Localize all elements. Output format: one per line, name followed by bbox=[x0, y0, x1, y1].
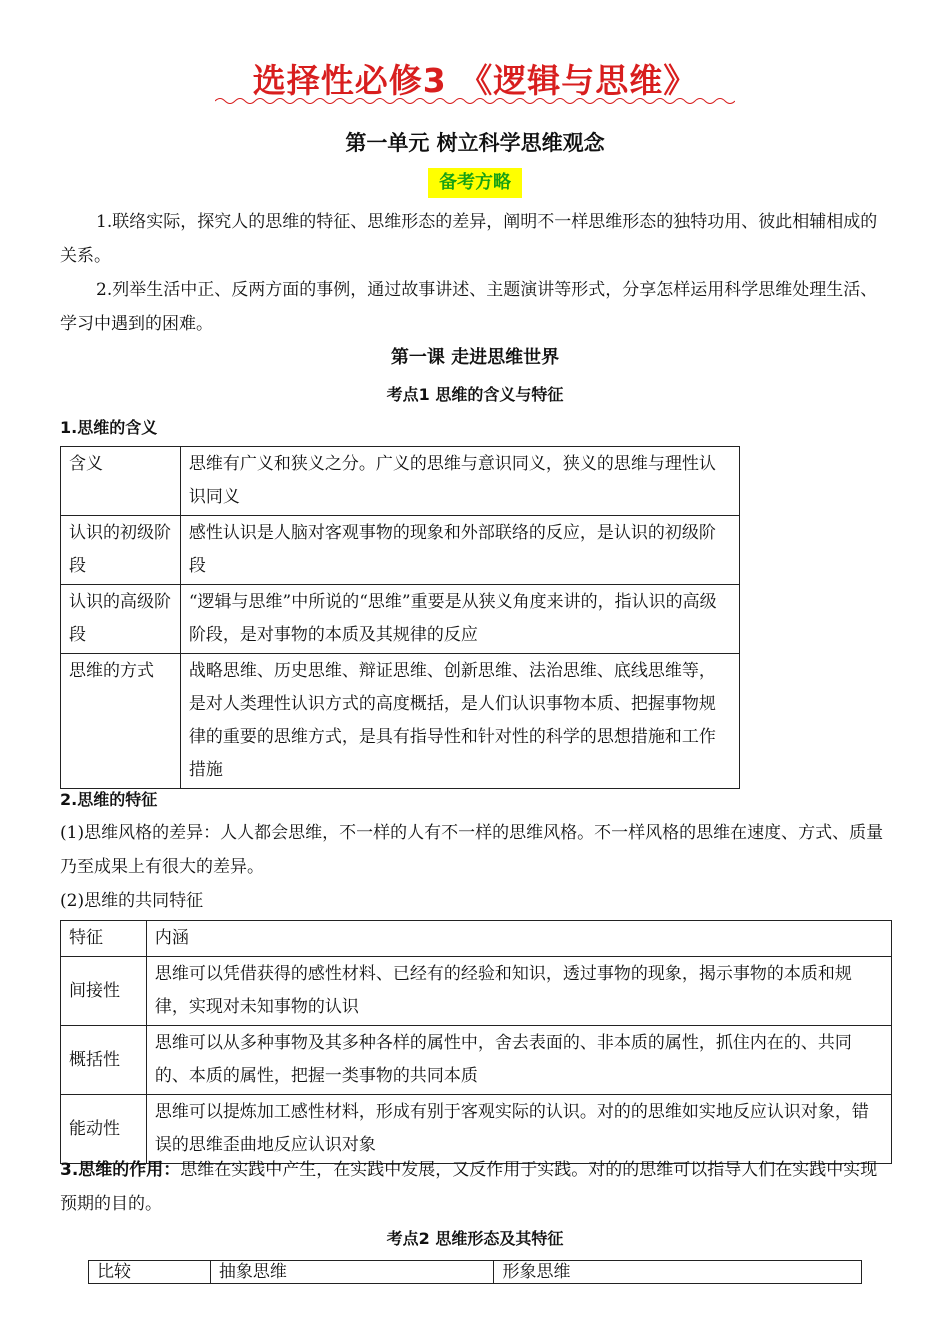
thinking-style-text: (1)思维风格的差异：人人都会思维，不一样的人有不一样的思维风格。不一样风格的思维在速度、方式、质量乃至成果上有很大的差异。 bbox=[60, 823, 884, 877]
prep-item-1: 1.联络实际，探究人的思维的特征、思维形态的差异，阐明不一样思维形态的独特功用、彼此相辅相成的关系。 bbox=[60, 212, 878, 266]
table-row bbox=[61, 957, 892, 1026]
table-cell-desc: “逻辑与思维”中所说的“思维”重要是从狭义角度来讲的，指认识的高级阶段，是对事物的本质及其规律的反应 bbox=[180, 585, 739, 654]
table-header-row bbox=[89, 1261, 862, 1284]
section3-heading: 3.思维的作用： bbox=[60, 1160, 181, 1180]
header-cell-imagery: 形象思维 bbox=[494, 1261, 862, 1284]
table-cell-desc: 战略思维、历史思维、辩证思维、创新思维、法治思维、底线思维等，是对人类理性认识方式的高度概括，是人们认识事物本质、把握事物规律的重要的思维方式，是具有指导性和针对性的科学的思想措施和工作措施 bbox=[180, 654, 739, 789]
table-cell-desc: 思维有广义和狭义之分。广义的思维与意识同义，狭义的思维与理性认识同义 bbox=[180, 447, 739, 516]
point1-title: 考点1 思维的含义与特征 bbox=[386, 385, 564, 404]
section1-heading: 1.思维的含义 bbox=[60, 418, 158, 437]
point2-title: 考点2 思维形态及其特征 bbox=[386, 1229, 564, 1248]
title-wavy-underline bbox=[215, 96, 735, 106]
unit-title: 第一单元 树立科学思维观念 bbox=[345, 131, 605, 155]
table-cell-term: 间接性 bbox=[61, 957, 147, 1026]
table-cell-term: 认识的初级阶段 bbox=[61, 516, 181, 585]
header-cell-abstract: 抽象思维 bbox=[210, 1261, 494, 1284]
table-row bbox=[61, 654, 740, 789]
document-title: 选择性必修3 《逻辑与思维》 bbox=[252, 61, 698, 100]
table-cell-term: 概括性 bbox=[61, 1026, 147, 1095]
section2-heading: 2.思维的特征 bbox=[60, 790, 158, 809]
common-features-label: (2)思维的共同特征 bbox=[60, 891, 204, 911]
header-cell-content: 内涵 bbox=[146, 921, 891, 957]
section3-text: 思维在实践中产生，在实践中发展，又反作用于实践。对的的思维可以指导人们在实践中实现预期的目的。 bbox=[60, 1160, 878, 1214]
table-cell-term: 思维的方式 bbox=[61, 654, 181, 789]
header-cell-feature: 特征 bbox=[61, 921, 147, 957]
table-row bbox=[61, 516, 740, 585]
table-cell-desc: 思维可以凭借获得的感性材料、已经有的经验和知识，透过事物的现象，揭示事物的本质和规律，实现对未知事物的认识 bbox=[146, 957, 891, 1026]
table-row bbox=[61, 585, 740, 654]
table-row bbox=[61, 447, 740, 516]
table-cell-term: 认识的高级阶段 bbox=[61, 585, 181, 654]
forms-compare-table bbox=[88, 1260, 862, 1284]
header-cell-compare: 比较 bbox=[89, 1261, 211, 1284]
lesson-title: 第一课 走进思维世界 bbox=[390, 347, 560, 368]
table-cell-desc: 思维可以提炼加工感性材料，形成有别于客观实际的认识。对的的思维如实地反应认识对象，错误的思维歪曲地反应认识对象 bbox=[146, 1095, 891, 1164]
table-header-row bbox=[61, 921, 892, 957]
table-cell-desc: 思维可以从多种事物及其多种各样的属性中，舍去表面的、非本质的属性，抓住内在的、共同的、本质的属性，把握一类事物的共同本质 bbox=[146, 1026, 891, 1095]
section3-paragraph bbox=[60, 1153, 892, 1221]
table-cell-term: 能动性 bbox=[61, 1095, 147, 1164]
meaning-table bbox=[60, 446, 740, 789]
prep-label: 备考方略 bbox=[428, 168, 522, 198]
table-cell-desc: 感性认识是人脑对客观事物的现象和外部联络的反应，是认识的初级阶段 bbox=[180, 516, 739, 585]
table-cell-term: 含义 bbox=[61, 447, 181, 516]
prep-item-2: 2.列举生活中正、反两方面的事例，通过故事讲述、主题演讲等形式，分享怎样运用科学思维处理生活、学习中遇到的困难。 bbox=[60, 280, 878, 334]
table-row bbox=[61, 1026, 892, 1095]
features-table bbox=[60, 920, 892, 1164]
